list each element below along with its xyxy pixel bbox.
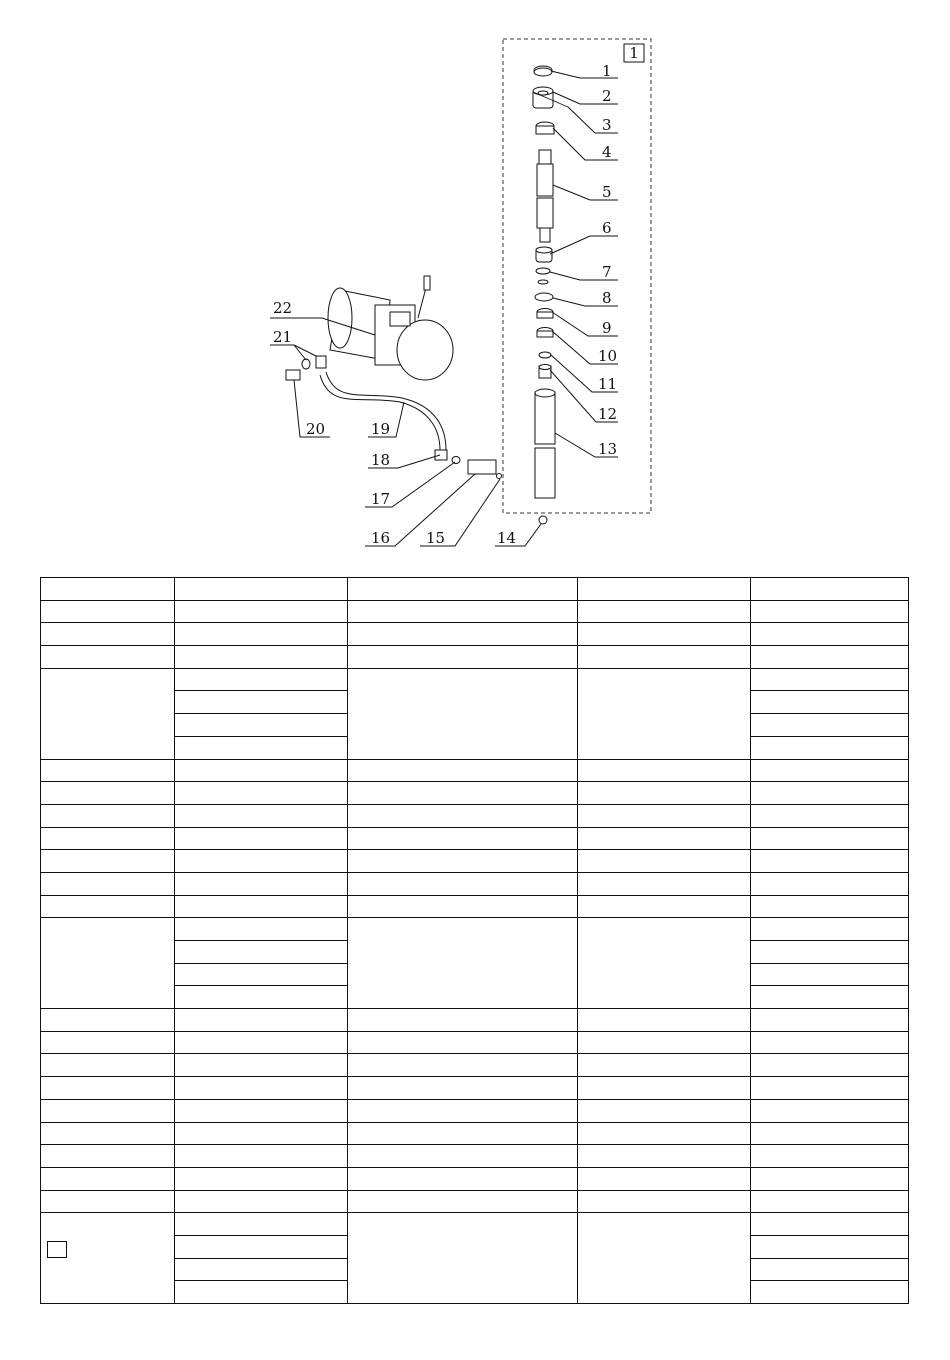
table-cell bbox=[41, 1009, 175, 1032]
table-cell bbox=[751, 1031, 909, 1054]
table-cell bbox=[348, 1099, 578, 1122]
table-cell bbox=[348, 1031, 578, 1054]
table-row bbox=[41, 895, 909, 918]
table-cell bbox=[41, 850, 175, 873]
callout-11: 11 bbox=[598, 375, 618, 393]
table-cell bbox=[175, 963, 348, 986]
callout-16: 16 bbox=[371, 529, 391, 547]
table-cell bbox=[751, 782, 909, 805]
table-row bbox=[41, 1009, 909, 1032]
table-cell bbox=[41, 1099, 175, 1122]
table-cell-merged bbox=[41, 1213, 175, 1304]
table-cell bbox=[751, 872, 909, 895]
table-cell bbox=[348, 759, 578, 782]
table-row bbox=[41, 827, 909, 850]
callout-4: 4 bbox=[602, 143, 612, 161]
table-row bbox=[41, 600, 909, 623]
table-cell bbox=[578, 600, 751, 623]
table-row bbox=[41, 1031, 909, 1054]
table-cell bbox=[175, 600, 348, 623]
callout-13: 13 bbox=[598, 440, 618, 458]
table-cell bbox=[41, 578, 175, 601]
table-cell bbox=[751, 1258, 909, 1281]
table-cell bbox=[578, 759, 751, 782]
callout-3: 3 bbox=[602, 116, 612, 134]
callout-12: 12 bbox=[598, 405, 618, 423]
table-cell bbox=[175, 918, 348, 941]
callout-2: 2 bbox=[602, 87, 612, 105]
table-cell bbox=[578, 1122, 751, 1145]
table-cell bbox=[348, 646, 578, 669]
callout-leaders bbox=[270, 71, 618, 546]
table-cell bbox=[751, 646, 909, 669]
table-cell bbox=[751, 1009, 909, 1032]
cylinder-column bbox=[533, 66, 555, 524]
table-row bbox=[41, 1099, 909, 1122]
callout-8: 8 bbox=[602, 289, 612, 307]
table-row bbox=[41, 1054, 909, 1077]
table-cell bbox=[41, 1077, 175, 1100]
table-cell-merged bbox=[348, 1213, 578, 1304]
table-cell bbox=[348, 1054, 578, 1077]
table-cell bbox=[578, 1145, 751, 1168]
table-cell bbox=[348, 850, 578, 873]
table-cell bbox=[175, 986, 348, 1009]
table-cell-merged bbox=[578, 668, 751, 759]
table-cell bbox=[175, 736, 348, 759]
table-cell bbox=[578, 1031, 751, 1054]
table-cell bbox=[41, 872, 175, 895]
table-cell bbox=[751, 1167, 909, 1190]
callout-18: 18 bbox=[371, 451, 391, 469]
boxed-reference-mark bbox=[47, 1241, 67, 1258]
table-cell bbox=[41, 1122, 175, 1145]
assembly-boundary bbox=[503, 39, 651, 513]
callout-labels bbox=[273, 62, 617, 547]
table-row bbox=[41, 872, 909, 895]
callout-14: 14 bbox=[497, 529, 517, 547]
table-row bbox=[41, 1122, 909, 1145]
callout-17: 17 bbox=[371, 490, 391, 508]
table-cell bbox=[41, 1031, 175, 1054]
table-cell bbox=[751, 600, 909, 623]
table-cell bbox=[751, 827, 909, 850]
table-cell bbox=[751, 1213, 909, 1236]
table-cell bbox=[751, 1054, 909, 1077]
table-row bbox=[41, 782, 909, 805]
callout-9: 9 bbox=[602, 319, 612, 337]
callout-7: 7 bbox=[602, 263, 612, 281]
table-cell bbox=[175, 646, 348, 669]
table-cell bbox=[175, 804, 348, 827]
table-cell bbox=[175, 782, 348, 805]
table-row bbox=[41, 578, 909, 601]
table-cell bbox=[751, 986, 909, 1009]
table-cell bbox=[751, 578, 909, 601]
table-cell bbox=[175, 1167, 348, 1190]
table-cell bbox=[175, 872, 348, 895]
table-cell bbox=[578, 895, 751, 918]
table-cell bbox=[751, 963, 909, 986]
callout-10: 10 bbox=[598, 347, 618, 365]
callout-20: 20 bbox=[306, 420, 326, 438]
table-row-group bbox=[41, 668, 909, 691]
table-cell bbox=[175, 1190, 348, 1213]
table-cell-merged bbox=[578, 918, 751, 1009]
table-cell bbox=[41, 827, 175, 850]
table-cell bbox=[348, 827, 578, 850]
table-cell bbox=[751, 623, 909, 646]
table-cell bbox=[578, 646, 751, 669]
table-cell bbox=[578, 827, 751, 850]
table-cell bbox=[751, 736, 909, 759]
table-cell bbox=[41, 1167, 175, 1190]
table-cell bbox=[578, 1190, 751, 1213]
table-cell bbox=[578, 1077, 751, 1100]
table-cell bbox=[175, 1077, 348, 1100]
table-cell bbox=[175, 1009, 348, 1032]
table-row bbox=[41, 623, 909, 646]
table-cell bbox=[175, 1054, 348, 1077]
table-cell bbox=[175, 1099, 348, 1122]
table-cell bbox=[175, 1122, 348, 1145]
table-cell-merged bbox=[41, 918, 175, 1009]
table-cell bbox=[578, 578, 751, 601]
table-cell bbox=[578, 804, 751, 827]
table-cell bbox=[578, 1054, 751, 1077]
table-row-group bbox=[41, 918, 909, 941]
callout-6: 6 bbox=[602, 219, 612, 237]
table-cell bbox=[751, 1281, 909, 1304]
table-cell bbox=[175, 714, 348, 737]
table-cell bbox=[751, 1077, 909, 1100]
table-cell bbox=[175, 1281, 348, 1304]
table-cell bbox=[348, 895, 578, 918]
table-cell bbox=[348, 1009, 578, 1032]
table-cell-merged bbox=[578, 1213, 751, 1304]
table-cell-merged bbox=[348, 918, 578, 1009]
callout-1: 1 bbox=[602, 62, 612, 80]
table-row bbox=[41, 759, 909, 782]
table-cell bbox=[751, 1235, 909, 1258]
table-cell bbox=[751, 1190, 909, 1213]
table-cell bbox=[578, 850, 751, 873]
table-row bbox=[41, 850, 909, 873]
table-cell bbox=[751, 714, 909, 737]
table-cell bbox=[175, 827, 348, 850]
table-cell bbox=[751, 668, 909, 691]
table-cell bbox=[175, 759, 348, 782]
table-cell bbox=[175, 895, 348, 918]
table-cell bbox=[578, 1099, 751, 1122]
table-cell bbox=[751, 1099, 909, 1122]
callout-19: 19 bbox=[371, 420, 391, 438]
table-cell bbox=[348, 804, 578, 827]
table-cell bbox=[578, 872, 751, 895]
callout-15: 15 bbox=[426, 529, 446, 547]
table-cell bbox=[41, 1054, 175, 1077]
table-cell bbox=[751, 918, 909, 941]
table-cell bbox=[41, 804, 175, 827]
callout-5: 5 bbox=[602, 183, 612, 201]
table-cell-merged bbox=[348, 668, 578, 759]
table-cell bbox=[175, 850, 348, 873]
table-cell bbox=[348, 782, 578, 805]
table-cell bbox=[348, 1167, 578, 1190]
table-cell bbox=[578, 623, 751, 646]
table-row bbox=[41, 804, 909, 827]
table-cell bbox=[751, 1122, 909, 1145]
table-cell bbox=[175, 668, 348, 691]
table-cell bbox=[348, 1145, 578, 1168]
table-cell bbox=[175, 1145, 348, 1168]
table-cell bbox=[578, 1167, 751, 1190]
table-cell bbox=[41, 600, 175, 623]
table-cell bbox=[41, 759, 175, 782]
callout-22: 22 bbox=[273, 299, 293, 317]
table-cell bbox=[348, 600, 578, 623]
table-row bbox=[41, 1190, 909, 1213]
assembly-box-label: 1 bbox=[629, 44, 639, 62]
table-cell bbox=[751, 691, 909, 714]
table-row bbox=[41, 1145, 909, 1168]
table-cell bbox=[348, 872, 578, 895]
parts-table-body bbox=[41, 578, 909, 1304]
table-cell bbox=[348, 1077, 578, 1100]
table-cell bbox=[348, 1122, 578, 1145]
table-cell bbox=[751, 1145, 909, 1168]
table-cell bbox=[348, 623, 578, 646]
table-cell bbox=[175, 1213, 348, 1236]
table-cell bbox=[751, 895, 909, 918]
table-row bbox=[41, 1167, 909, 1190]
table-cell bbox=[578, 782, 751, 805]
table-cell bbox=[578, 1009, 751, 1032]
table-row bbox=[41, 646, 909, 669]
table-cell-merged bbox=[41, 668, 175, 759]
hose-assembly bbox=[286, 356, 502, 479]
table-cell bbox=[175, 1258, 348, 1281]
table-cell bbox=[751, 759, 909, 782]
table-cell bbox=[751, 804, 909, 827]
parts-table bbox=[40, 577, 909, 1304]
table-cell bbox=[348, 1190, 578, 1213]
table-cell bbox=[175, 691, 348, 714]
table-cell bbox=[41, 1145, 175, 1168]
table-cell bbox=[348, 578, 578, 601]
table-cell bbox=[41, 895, 175, 918]
callout-21: 21 bbox=[273, 328, 293, 346]
table-cell bbox=[175, 623, 348, 646]
table-cell bbox=[751, 941, 909, 964]
table-cell bbox=[41, 646, 175, 669]
table-cell bbox=[175, 1235, 348, 1258]
table-cell bbox=[751, 850, 909, 873]
table-cell bbox=[41, 623, 175, 646]
table-cell bbox=[175, 1031, 348, 1054]
table-row-group bbox=[41, 1213, 909, 1236]
table-cell bbox=[41, 1190, 175, 1213]
table-cell bbox=[41, 782, 175, 805]
exploded-parts-diagram bbox=[0, 0, 950, 570]
hydraulic-pump bbox=[328, 276, 453, 380]
table-cell bbox=[175, 578, 348, 601]
table-cell bbox=[175, 941, 348, 964]
table-row bbox=[41, 1077, 909, 1100]
